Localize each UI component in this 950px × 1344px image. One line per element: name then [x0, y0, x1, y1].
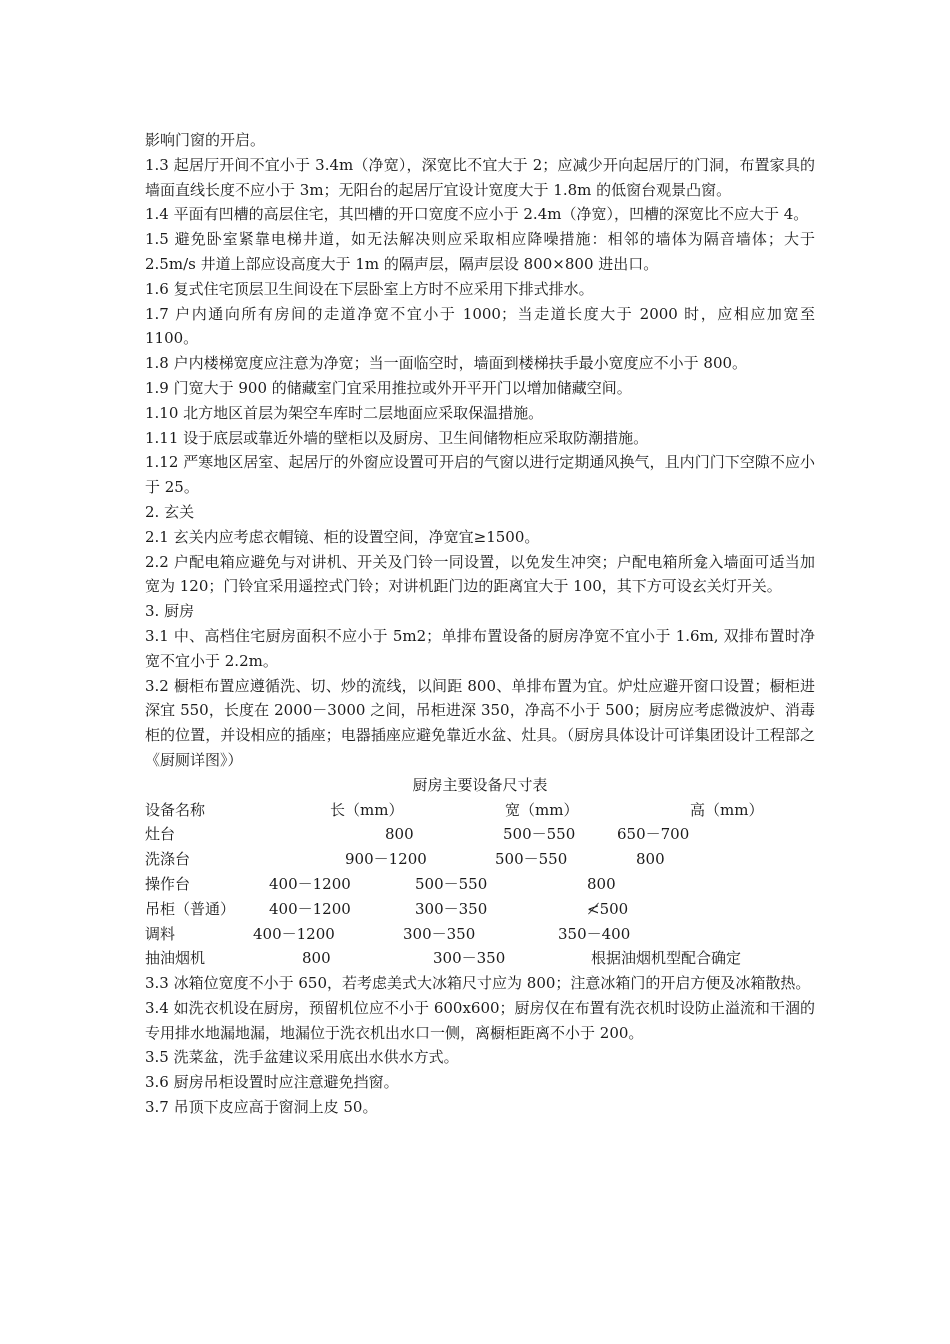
header-cell-length: 长（mm）	[330, 800, 404, 819]
paragraph: 3.5 洗菜盆，洗手盆建议采用底出水供水方式。	[145, 1048, 459, 1067]
paragraph: 1.7 户内通向所有房间的走道净宽不宜小于 1000；当走道长度大于 2000 时，应相应加宽至 1100。	[145, 304, 815, 348]
table-cell: 400－1200	[269, 899, 351, 918]
table-cell: 根据油烟机型配合确定	[591, 949, 742, 968]
paragraph: 3.6 厨房吊柜设置时应注意避免挡窗。	[145, 1073, 399, 1092]
table-cell: 400－1200	[269, 874, 351, 893]
table-row	[145, 897, 815, 922]
section-heading: 2. 玄关	[145, 502, 195, 521]
paragraph: 1.12 严寒地区居室、起居厅的外窗应设置可开启的气窗以进行定期通风换气，且内门门下空隙不应小于 25。	[145, 453, 815, 497]
document-page	[145, 128, 815, 1120]
table-cell: 900－1200	[345, 850, 427, 869]
table-row	[145, 922, 815, 947]
table-cell: 300－350	[403, 924, 476, 943]
paragraph: 2.2 户配电箱应避免与对讲机、开关及门铃一同设置，以免发生冲突；户配电箱所龛入墙面可适当加宽为 120；门铃宜采用遥控式门铃；对讲机距门边的距离宜大于 100，其下方可设玄关灯开关。	[145, 552, 815, 596]
paragraph: 3.7 吊顶下皮应高于窗洞上皮 50。	[145, 1098, 378, 1117]
paragraph: 1.10 北方地区首层为架空车库时二层地面应采取保温措施。	[145, 403, 544, 422]
table-row	[145, 847, 815, 872]
table-row	[145, 872, 815, 897]
paragraph: 1.5 避免卧室紧靠电梯井道，如无法解决则应采取相应降噪措施：相邻的墙体为隔音墙体；大于 2.5m/s 井道上部应设高度大于 1m 的隔声层，隔声层设 800×800 进出口。	[145, 230, 815, 273]
table-row	[145, 946, 815, 971]
paragraph: 3.1 中、高档住宅厨房面积不应小于 5m2；单排布置设备的厨房净宽不宜小于 1.6m, 双排布置时净宽不宜小于 2.2m。	[145, 626, 815, 670]
paragraph: 1.11 设于底层或靠近外墙的壁柜以及厨房、卫生间储物柜应采取防潮措施。	[145, 428, 649, 447]
paragraph: 3.2 橱柜布置应遵循洗、切、炒的流线，以间距 800、单排布置为宜。炉灶应避开窗口设置；橱柜进深宜 550，长度在 2000－3000 之间，吊柜进深 350，净高不小于 500；厨房应考虑微波炉、消毒柜的位置，并设相应的插座；电器插座应避免靠近水盆、灶具。（厨房具体设计可详集团设计工程部之《厨厕详图》）	[145, 676, 815, 769]
header-cell-height: 高（mm）	[690, 800, 764, 819]
paragraph: 3.4 如洗衣机设在厨房，预留机位应不小于 600x600；厨房仅在布置有洗衣机时设防止溢流和干涸的专用排水地漏地漏，地漏位于洗衣机出水口一侧，离橱柜距离不小于 200。	[145, 998, 815, 1042]
table-cell: 800	[636, 850, 665, 869]
header-cell-width: 宽（mm）	[505, 800, 579, 819]
equipment-size-table	[145, 773, 815, 971]
table-cell: 调料	[145, 924, 176, 943]
paragraph: 1.6 复式住宅顶层卫生间设在下层卧室上方时不应采用下排式排水。	[145, 279, 594, 298]
table-cell: 吊柜（普通）	[145, 899, 236, 918]
table-row	[145, 822, 815, 847]
table-cell: ≮500	[587, 899, 629, 918]
table-cell: 300－350	[415, 899, 488, 918]
table-cell: 500－550	[415, 874, 488, 893]
table-cell: 灶台	[145, 825, 176, 844]
paragraph: 影响门窗的开启。	[145, 131, 266, 149]
paragraph: 1.9 门宽大于 900 的储藏室门宜采用推拉或外开平开门以增加储藏空间。	[145, 378, 632, 397]
table-cell: 800	[302, 949, 331, 968]
table-cell: 800	[385, 825, 414, 844]
table-cell: 300－350	[433, 949, 506, 968]
paragraph: 3.3 冰箱位宽度不小于 650，若考虑美式大冰箱尺寸应为 800；注意冰箱门的开启方便及冰箱散热。	[145, 974, 811, 993]
section-heading: 3. 厨房	[145, 602, 195, 621]
table-cell: 350－400	[558, 924, 631, 943]
header-cell-name: 设备名称	[145, 800, 206, 819]
table-cell: 800	[587, 874, 616, 893]
paragraph: 1.4 平面有凹槽的高层住宅，其凹槽的开口宽度不应小于 2.4m（净宽），凹槽的深宽比不应大于 4。	[145, 205, 809, 224]
table-cell: 500－550	[503, 825, 576, 844]
table-cell: 洗涤台	[145, 850, 191, 869]
paragraph: 1.8 户内楼梯宽度应注意为净宽；当一面临空时，墙面到楼梯扶手最小宽度应不小于 800。	[145, 354, 748, 373]
table-cell: 650－700	[617, 825, 690, 844]
paragraph: 2.1 玄关内应考虑衣帽镜、柜的设置空间，净宽宜≥1500。	[145, 527, 540, 546]
table-cell: 操作台	[145, 874, 191, 893]
table-cell: 抽油烟机	[145, 949, 206, 968]
paragraph: 1.3 起居厅开间不宜小于 3.4m（净宽），深宽比不宜大于 2；应减少开向起居厅的门洞，布置家具的墙面直线长度不应小于 3m；无阳台的起居厅宜设计宽度大于 1.8m 的低窗台观景凸窗。	[145, 155, 815, 199]
table-cell: 400－1200	[253, 924, 335, 943]
table-header-row	[145, 798, 815, 823]
table-cell: 500－550	[495, 850, 568, 869]
table-caption: 厨房主要设备尺寸表	[412, 775, 548, 794]
